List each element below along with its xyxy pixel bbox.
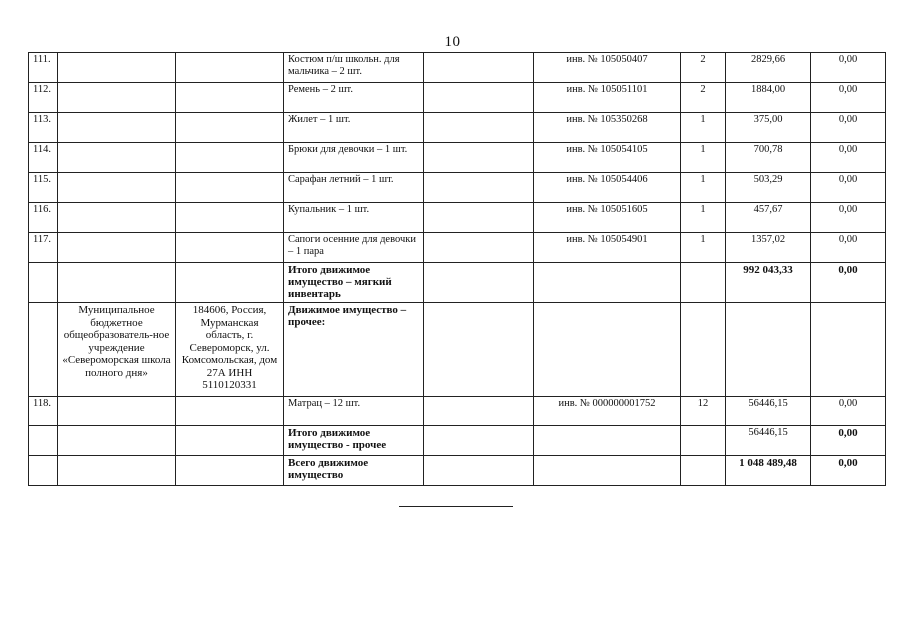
residual-value: 0,00	[811, 113, 886, 143]
book-value: 375,00	[726, 113, 811, 143]
inventory-number: инв. № 105350268	[534, 113, 681, 143]
item-name: Жилет – 1 шт.	[284, 113, 424, 143]
book-value: 1357,02	[726, 233, 811, 263]
empty-cell	[424, 53, 534, 83]
grand-total-row	[29, 456, 886, 486]
inventory-number: инв. № 105050407	[534, 53, 681, 83]
address-cell	[176, 173, 284, 203]
empty-cell	[424, 303, 534, 397]
empty-cell	[681, 263, 726, 303]
inventory-number: инв. № 105051605	[534, 203, 681, 233]
book-value: 457,67	[726, 203, 811, 233]
empty-cell	[29, 303, 58, 397]
table-row	[29, 173, 886, 203]
subtotal-row-other	[29, 426, 886, 456]
empty-cell	[534, 303, 681, 397]
empty-cell	[58, 426, 176, 456]
item-name: Брюки для девочки – 1 шт.	[284, 143, 424, 173]
organization-row	[29, 303, 886, 397]
empty-cell	[424, 426, 534, 456]
org-cell	[58, 233, 176, 263]
row-number: 116.	[29, 203, 58, 233]
subtotal-sum: 992 043,33	[726, 263, 811, 303]
quantity: 1	[681, 173, 726, 203]
grand-total-label: Всего движимое имущество	[284, 456, 424, 486]
empty-cell	[176, 456, 284, 486]
empty-cell	[424, 397, 534, 426]
residual-value: 0,00	[811, 173, 886, 203]
empty-cell	[58, 456, 176, 486]
book-value: 2829,66	[726, 53, 811, 83]
inventory-number: инв. № 105054105	[534, 143, 681, 173]
row-number: 118.	[29, 397, 58, 426]
address-cell	[176, 233, 284, 263]
residual-value: 0,00	[811, 203, 886, 233]
empty-cell	[176, 263, 284, 303]
org-cell	[58, 397, 176, 426]
row-number: 111.	[29, 53, 58, 83]
book-value: 1884,00	[726, 83, 811, 113]
org-cell	[58, 203, 176, 233]
empty-cell	[534, 263, 681, 303]
empty-cell	[424, 456, 534, 486]
residual-value: 0,00	[811, 143, 886, 173]
empty-cell	[726, 303, 811, 397]
inventory-number: инв. № 000000001752	[534, 397, 681, 426]
org-cell	[58, 173, 176, 203]
empty-cell	[681, 456, 726, 486]
quantity: 1	[681, 113, 726, 143]
table-row	[29, 53, 886, 83]
item-name: Купальник – 1 шт.	[284, 203, 424, 233]
subtotal-label: Итого движимое имущество – мягкий инвентарь	[284, 263, 424, 303]
inventory-number: инв. № 105054901	[534, 233, 681, 263]
empty-cell	[681, 426, 726, 456]
quantity: 2	[681, 83, 726, 113]
table-row	[29, 113, 886, 143]
book-value: 700,78	[726, 143, 811, 173]
item-name: Матрац – 12 шт.	[284, 397, 424, 426]
subtotal-value: 0,00	[811, 426, 886, 456]
item-name: Ремень – 2 шт.	[284, 83, 424, 113]
footer-divider	[399, 506, 513, 507]
empty-cell	[424, 203, 534, 233]
category-heading: Движимое имущество – прочее:	[284, 303, 424, 397]
subtotal-label: Итого движимое имущество - прочее	[284, 426, 424, 456]
address-cell	[176, 83, 284, 113]
empty-cell	[424, 113, 534, 143]
empty-cell	[534, 426, 681, 456]
empty-cell	[29, 456, 58, 486]
item-name: Сарафан летний – 1 шт.	[284, 173, 424, 203]
empty-cell	[424, 263, 534, 303]
quantity: 2	[681, 53, 726, 83]
organization-name: Муниципальное бюджетное общеобразователь-ное учреждение «Североморская школа полного дня»	[58, 303, 176, 397]
empty-cell	[681, 303, 726, 397]
org-cell	[58, 143, 176, 173]
page-number: 10	[444, 34, 461, 50]
empty-cell	[29, 263, 58, 303]
row-number: 115.	[29, 173, 58, 203]
empty-cell	[424, 233, 534, 263]
book-value: 503,29	[726, 173, 811, 203]
row-number: 114.	[29, 143, 58, 173]
subtotal-value: 0,00	[811, 263, 886, 303]
residual-value: 0,00	[811, 53, 886, 83]
empty-cell	[424, 83, 534, 113]
org-cell	[58, 83, 176, 113]
organization-address: 184606, Россия, Мурманская область, г. Североморск, ул. Комсомольская, дом 27А ИНН 5110120331	[176, 303, 284, 397]
quantity: 1	[681, 143, 726, 173]
inventory-number: инв. № 105051101	[534, 83, 681, 113]
empty-cell	[424, 143, 534, 173]
address-cell	[176, 203, 284, 233]
table-row	[29, 83, 886, 113]
empty-cell	[29, 426, 58, 456]
residual-value: 0,00	[811, 397, 886, 426]
residual-value: 0,00	[811, 83, 886, 113]
table-row	[29, 203, 886, 233]
inventory-number: инв. № 105054406	[534, 173, 681, 203]
address-cell	[176, 397, 284, 426]
residual-value: 0,00	[811, 233, 886, 263]
empty-cell	[176, 426, 284, 456]
table-row	[29, 397, 886, 426]
org-cell	[58, 53, 176, 83]
empty-cell	[811, 303, 886, 397]
table-row	[29, 233, 886, 263]
book-value: 56446,15	[726, 397, 811, 426]
subtotal-sum: 56446,15	[726, 426, 811, 456]
item-name: Сапоги осенние для девочки – 1 пара	[284, 233, 424, 263]
row-number: 113.	[29, 113, 58, 143]
address-cell	[176, 53, 284, 83]
empty-cell	[424, 173, 534, 203]
empty-cell	[58, 263, 176, 303]
grand-total-sum: 1 048 489,48	[726, 456, 811, 486]
grand-total-value: 0,00	[811, 456, 886, 486]
row-number: 112.	[29, 83, 58, 113]
quantity: 12	[681, 397, 726, 426]
address-cell	[176, 143, 284, 173]
quantity: 1	[681, 233, 726, 263]
empty-cell	[534, 456, 681, 486]
address-cell	[176, 113, 284, 143]
item-name: Костюм п/ш школьн. для мальчика – 2 шт.	[284, 53, 424, 83]
quantity: 1	[681, 203, 726, 233]
property-table	[28, 52, 886, 486]
subtotal-row-soft	[29, 263, 886, 303]
org-cell	[58, 113, 176, 143]
table-row	[29, 143, 886, 173]
row-number: 117.	[29, 233, 58, 263]
